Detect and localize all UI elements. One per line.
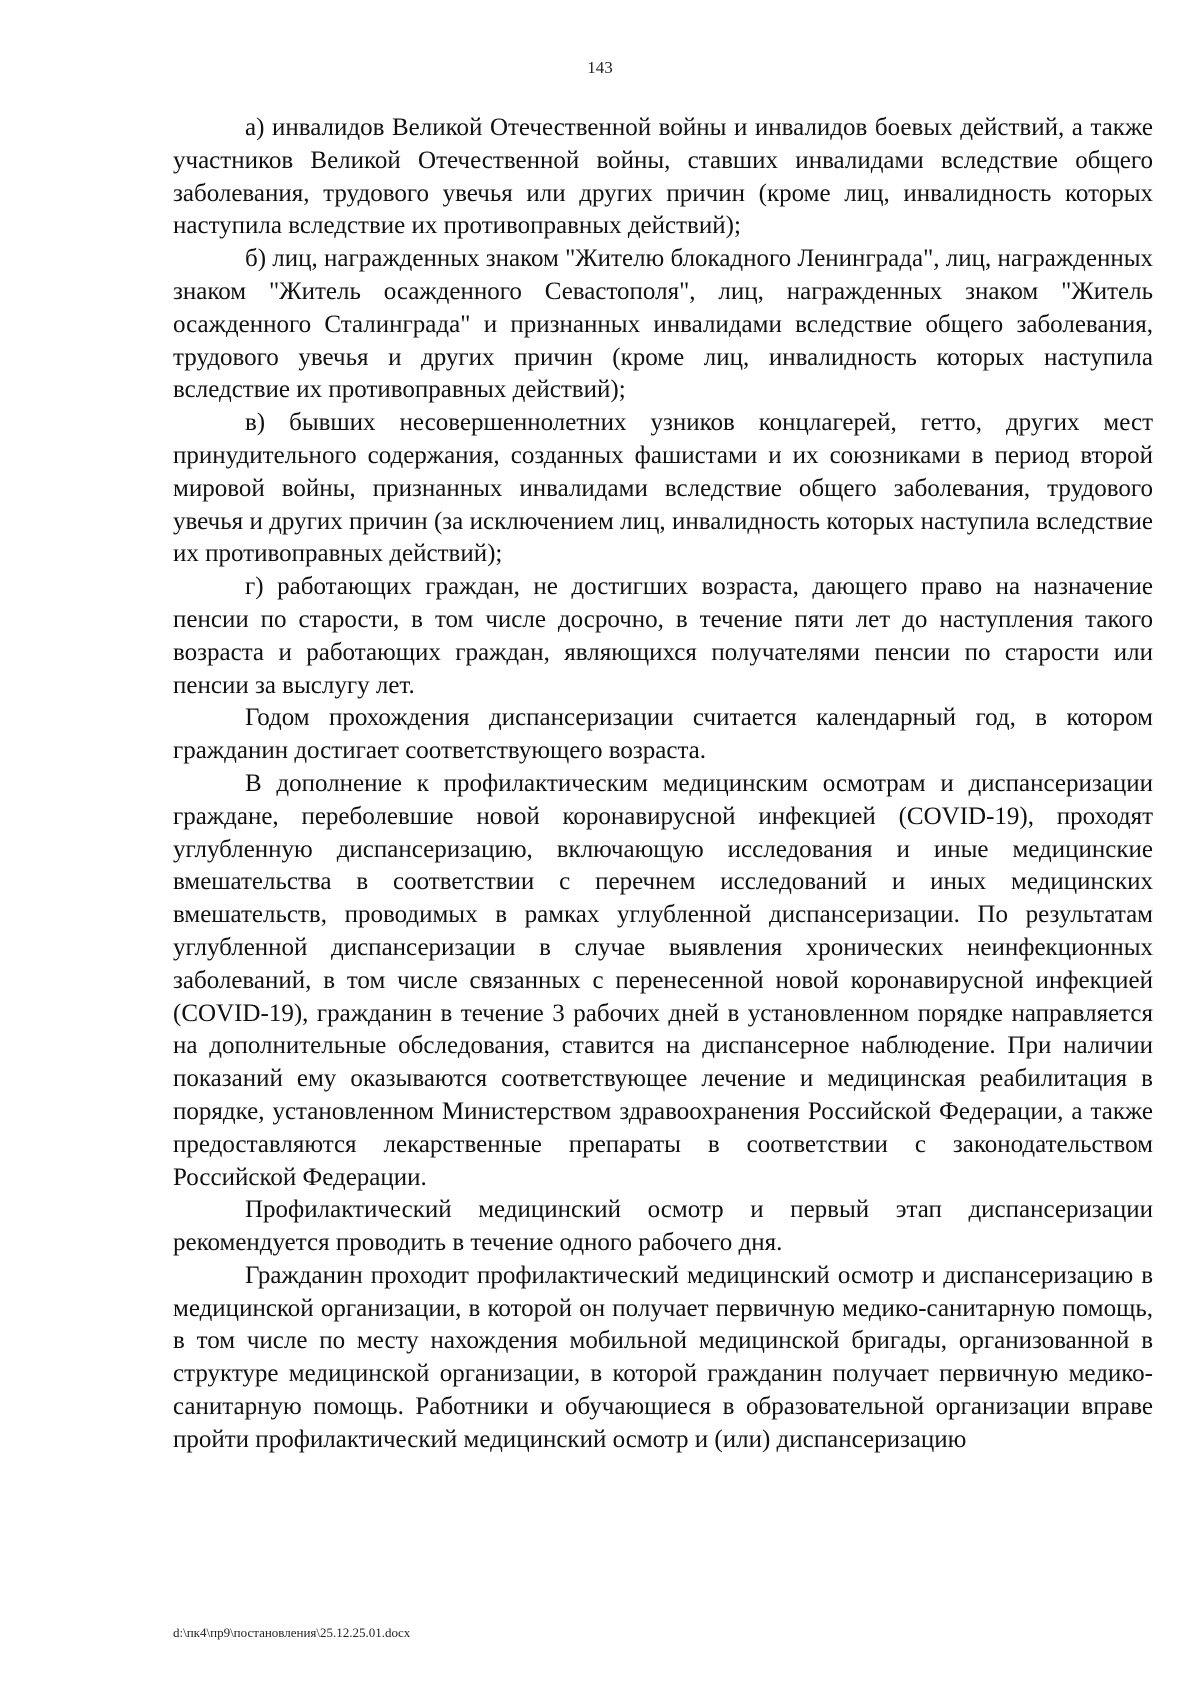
paragraph-item-b: б) лиц, награжденных знаком "Жителю блокадного Ленинграда", лиц, награжденных знаком "Житель осажденного Севастополя", лиц, награжденных знаком "Житель осажденного Сталинграда" и признанных инвалидами вследствие общего заболевания, трудового увечья и других причин (кроме лиц, инвалидность которых наступила вследствие их противоправных действий); <box>173 245 1153 404</box>
page-number: 143 <box>587 58 613 77</box>
document-body <box>173 112 1153 1457</box>
paragraph-item-a: а) инвалидов Великой Отечественной войны и инвалидов боевых действий, а также участников Великой Отечественной войны, ставших инвалидами вследствие общего заболевания, трудового увечья или других причин (кроме лиц, инвалидность которых наступила вследствие их противоправных действий); <box>173 114 1153 240</box>
paragraph-item-g: г) работающих граждан, не достигших возраста, дающего право на назначение пенсии по старости, в том числе досрочно, в течение пяти лет до наступления такого возраста и работающих граждан, являющихся получателями пенсии по старости или пенсии за выслугу лет. <box>173 573 1153 699</box>
paragraph-one-day: Профилактический медицинский осмотр и первый этап диспансеризации рекомендуется проводить в течение одного рабочего дня. <box>173 1196 1153 1257</box>
paragraph-item-v: в) бывших несовершеннолетних узников концлагерей, гетто, других мест принудительного содержания, созданных фашистами и их союзниками в период второй мировой войны, признанных инвалидами вследствие общего заболевания, трудового увечья и других причин (за исключением лиц, инвалидность которых наступила вследствие их противоправных действий); <box>173 409 1153 568</box>
paragraph-covid-checkup: В дополнение к профилактическим медицинским осмотрам и диспансеризации граждане, переболевшие новой коронавирусной инфекцией (COVID-19), проходят углубленную диспансеризацию, включающую исследования и иные медицинские вмешательства в соответствии с перечнем исследований и иных медицинских вмешательств, проводимых в рамках углубленной диспансеризации. По результатам углубленной диспансеризации в случае выявления хронических неинфекционных заболеваний, в том числе связанных с перенесенной новой коронавирусной инфекцией (COVID-19), гражданин в течение 3 рабочих дней в установленном порядке направляется на дополнительные обследования, ставится на диспансерное наблюдение. При наличии показаний ему оказываются соответствующее лечение и медицинская реабилитация в порядке, установленном Министерством здравоохранения Российской Федерации, а также предоставляются лекарственные препараты в соответствии с законодательством Российской Федерации. <box>173 769 1153 1191</box>
footer-file-path: d:\пк4\пр9\постановления\25.12.25.01.docx <box>173 1625 411 1640</box>
paragraph-year-of-checkup: Годом прохождения диспансеризации считается календарный год, в котором гражданин достигает соответствующего возраста. <box>173 704 1153 765</box>
paragraph-medical-organization: Гражданин проходит профилактический медицинский осмотр и диспансеризацию в медицинской организации, в которой он получает первичную медико-санитарную помощь, в том числе по месту нахождения мобильной медицинской бригады, организованной в структуре медицинской организации, в которой гражданин получает первичную медико-санитарную помощь. Работники и обучающиеся в образовательной организации вправе пройти профилактический медицинский осмотр и (или) диспансеризацию <box>173 1261 1153 1453</box>
